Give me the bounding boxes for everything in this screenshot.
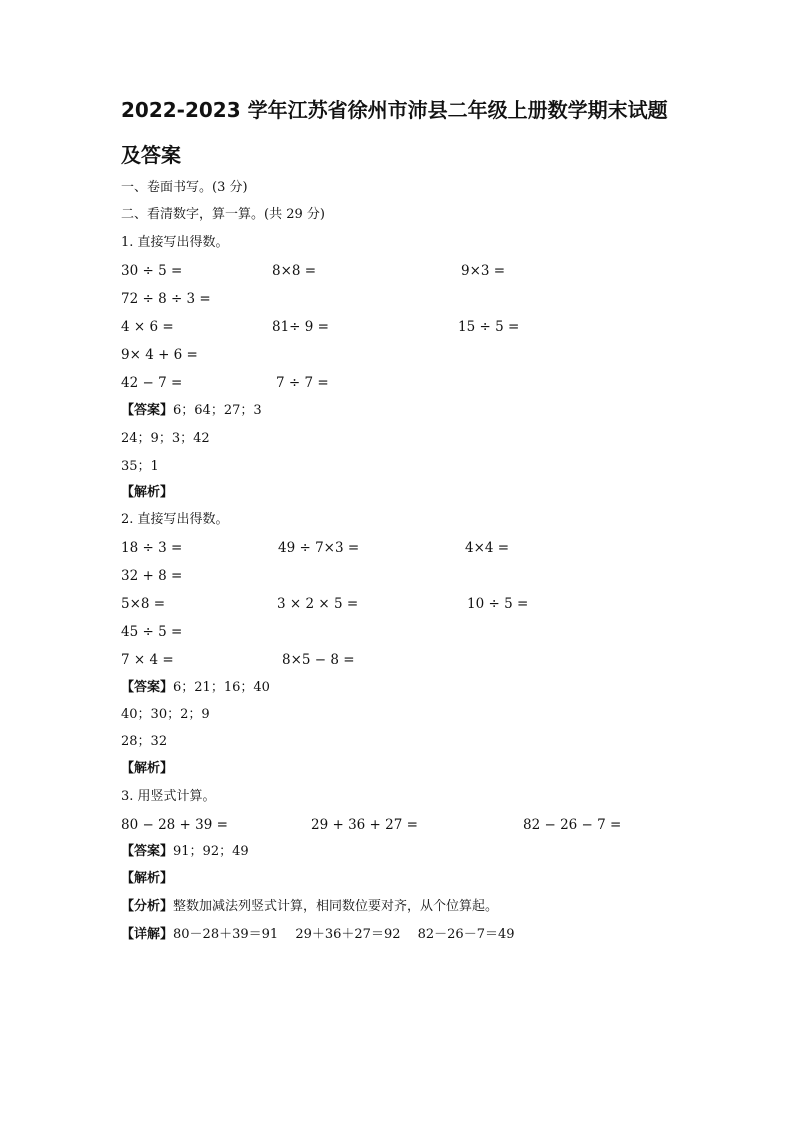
q2-expression: 49 ÷ 7×3 =	[278, 540, 360, 556]
question-3-heading: 3. 用竖式计算。	[121, 789, 216, 804]
q2-expression: 5×8 =	[121, 596, 166, 612]
q2-expression: 45 ÷ 5 =	[121, 624, 183, 640]
q1-expression: 30 ÷ 5 =	[121, 263, 183, 279]
q2-expression: 10 ÷ 5 =	[467, 596, 529, 612]
answer-label: 【答案】	[121, 403, 174, 418]
question-2-heading: 2. 直接写出得数。	[121, 512, 229, 527]
q1-expression: 42 − 7 =	[121, 375, 183, 391]
section-two-heading: 二、看清数字，算一算。(共 29 分)	[121, 207, 325, 222]
q1-expression: 72 ÷ 8 ÷ 3 =	[121, 291, 211, 307]
q3-fenxi-line	[121, 898, 498, 916]
q1-answer-line	[121, 402, 262, 420]
fenxi-label: 【分析】	[121, 899, 174, 914]
q3-expression: 29 + 36 + 27 =	[311, 817, 418, 833]
section-one-heading: 一、卷面书写。(3 分)	[121, 180, 248, 195]
answer-text: 91；92；49	[173, 844, 249, 859]
q1-expression: 81÷ 9 =	[272, 319, 329, 335]
q3-expression: 82 − 26 − 7 =	[523, 817, 622, 833]
xiangjie-label: 【详解】	[121, 927, 174, 942]
q1-analysis-label: 【解析】	[121, 485, 174, 500]
q3-analysis-label: 【解析】	[121, 871, 174, 886]
answer-label: 【答案】	[121, 680, 174, 695]
q3-xiangjie-line	[121, 926, 515, 944]
q3-expression: 80 − 28 + 39 =	[121, 817, 228, 833]
q1-expression: 8×8 =	[272, 263, 317, 279]
q2-expression: 32 + 8 =	[121, 568, 183, 584]
q2-analysis-label: 【解析】	[121, 761, 174, 776]
q1-expression: 9× 4 + 6 =	[121, 347, 198, 363]
document-title-line-1: 2022-2023 学年江苏省徐州市沛县二年级上册数学期末试题	[121, 98, 668, 122]
q2-answer-line: 40；30；2；9	[121, 707, 210, 722]
q1-expression: 15 ÷ 5 =	[458, 319, 520, 335]
xiangjie-text: 80－28＋39＝91 29＋36＋27＝92 82－26－7＝49	[173, 927, 515, 942]
q1-answer-line: 35；1	[121, 459, 159, 474]
q2-expression: 18 ÷ 3 =	[121, 540, 183, 556]
fenxi-text: 整数加减法列竖式计算，相同数位要对齐，从个位算起。	[173, 899, 499, 914]
q2-expression: 7 × 4 =	[121, 652, 174, 668]
q2-expression: 3 × 2 × 5 =	[277, 596, 359, 612]
answer-label: 【答案】	[121, 844, 174, 859]
q2-expression: 8×5 − 8 =	[282, 652, 355, 668]
answer-text: 6；64；27；3	[173, 403, 262, 418]
q3-answer-line	[121, 843, 249, 861]
q1-expression: 7 ÷ 7 =	[276, 375, 329, 391]
q2-answer-line	[121, 679, 270, 697]
q2-expression: 4×4 =	[465, 540, 510, 556]
q1-expression: 9×3 =	[461, 263, 506, 279]
q1-expression: 4 × 6 =	[121, 319, 174, 335]
q1-answer-line: 24；9；3；42	[121, 431, 210, 446]
document-title-line-2: 及答案	[121, 143, 181, 167]
question-1-heading: 1. 直接写出得数。	[121, 235, 229, 250]
q2-answer-line: 28；32	[121, 734, 168, 749]
answer-text: 6；21；16；40	[173, 680, 270, 695]
